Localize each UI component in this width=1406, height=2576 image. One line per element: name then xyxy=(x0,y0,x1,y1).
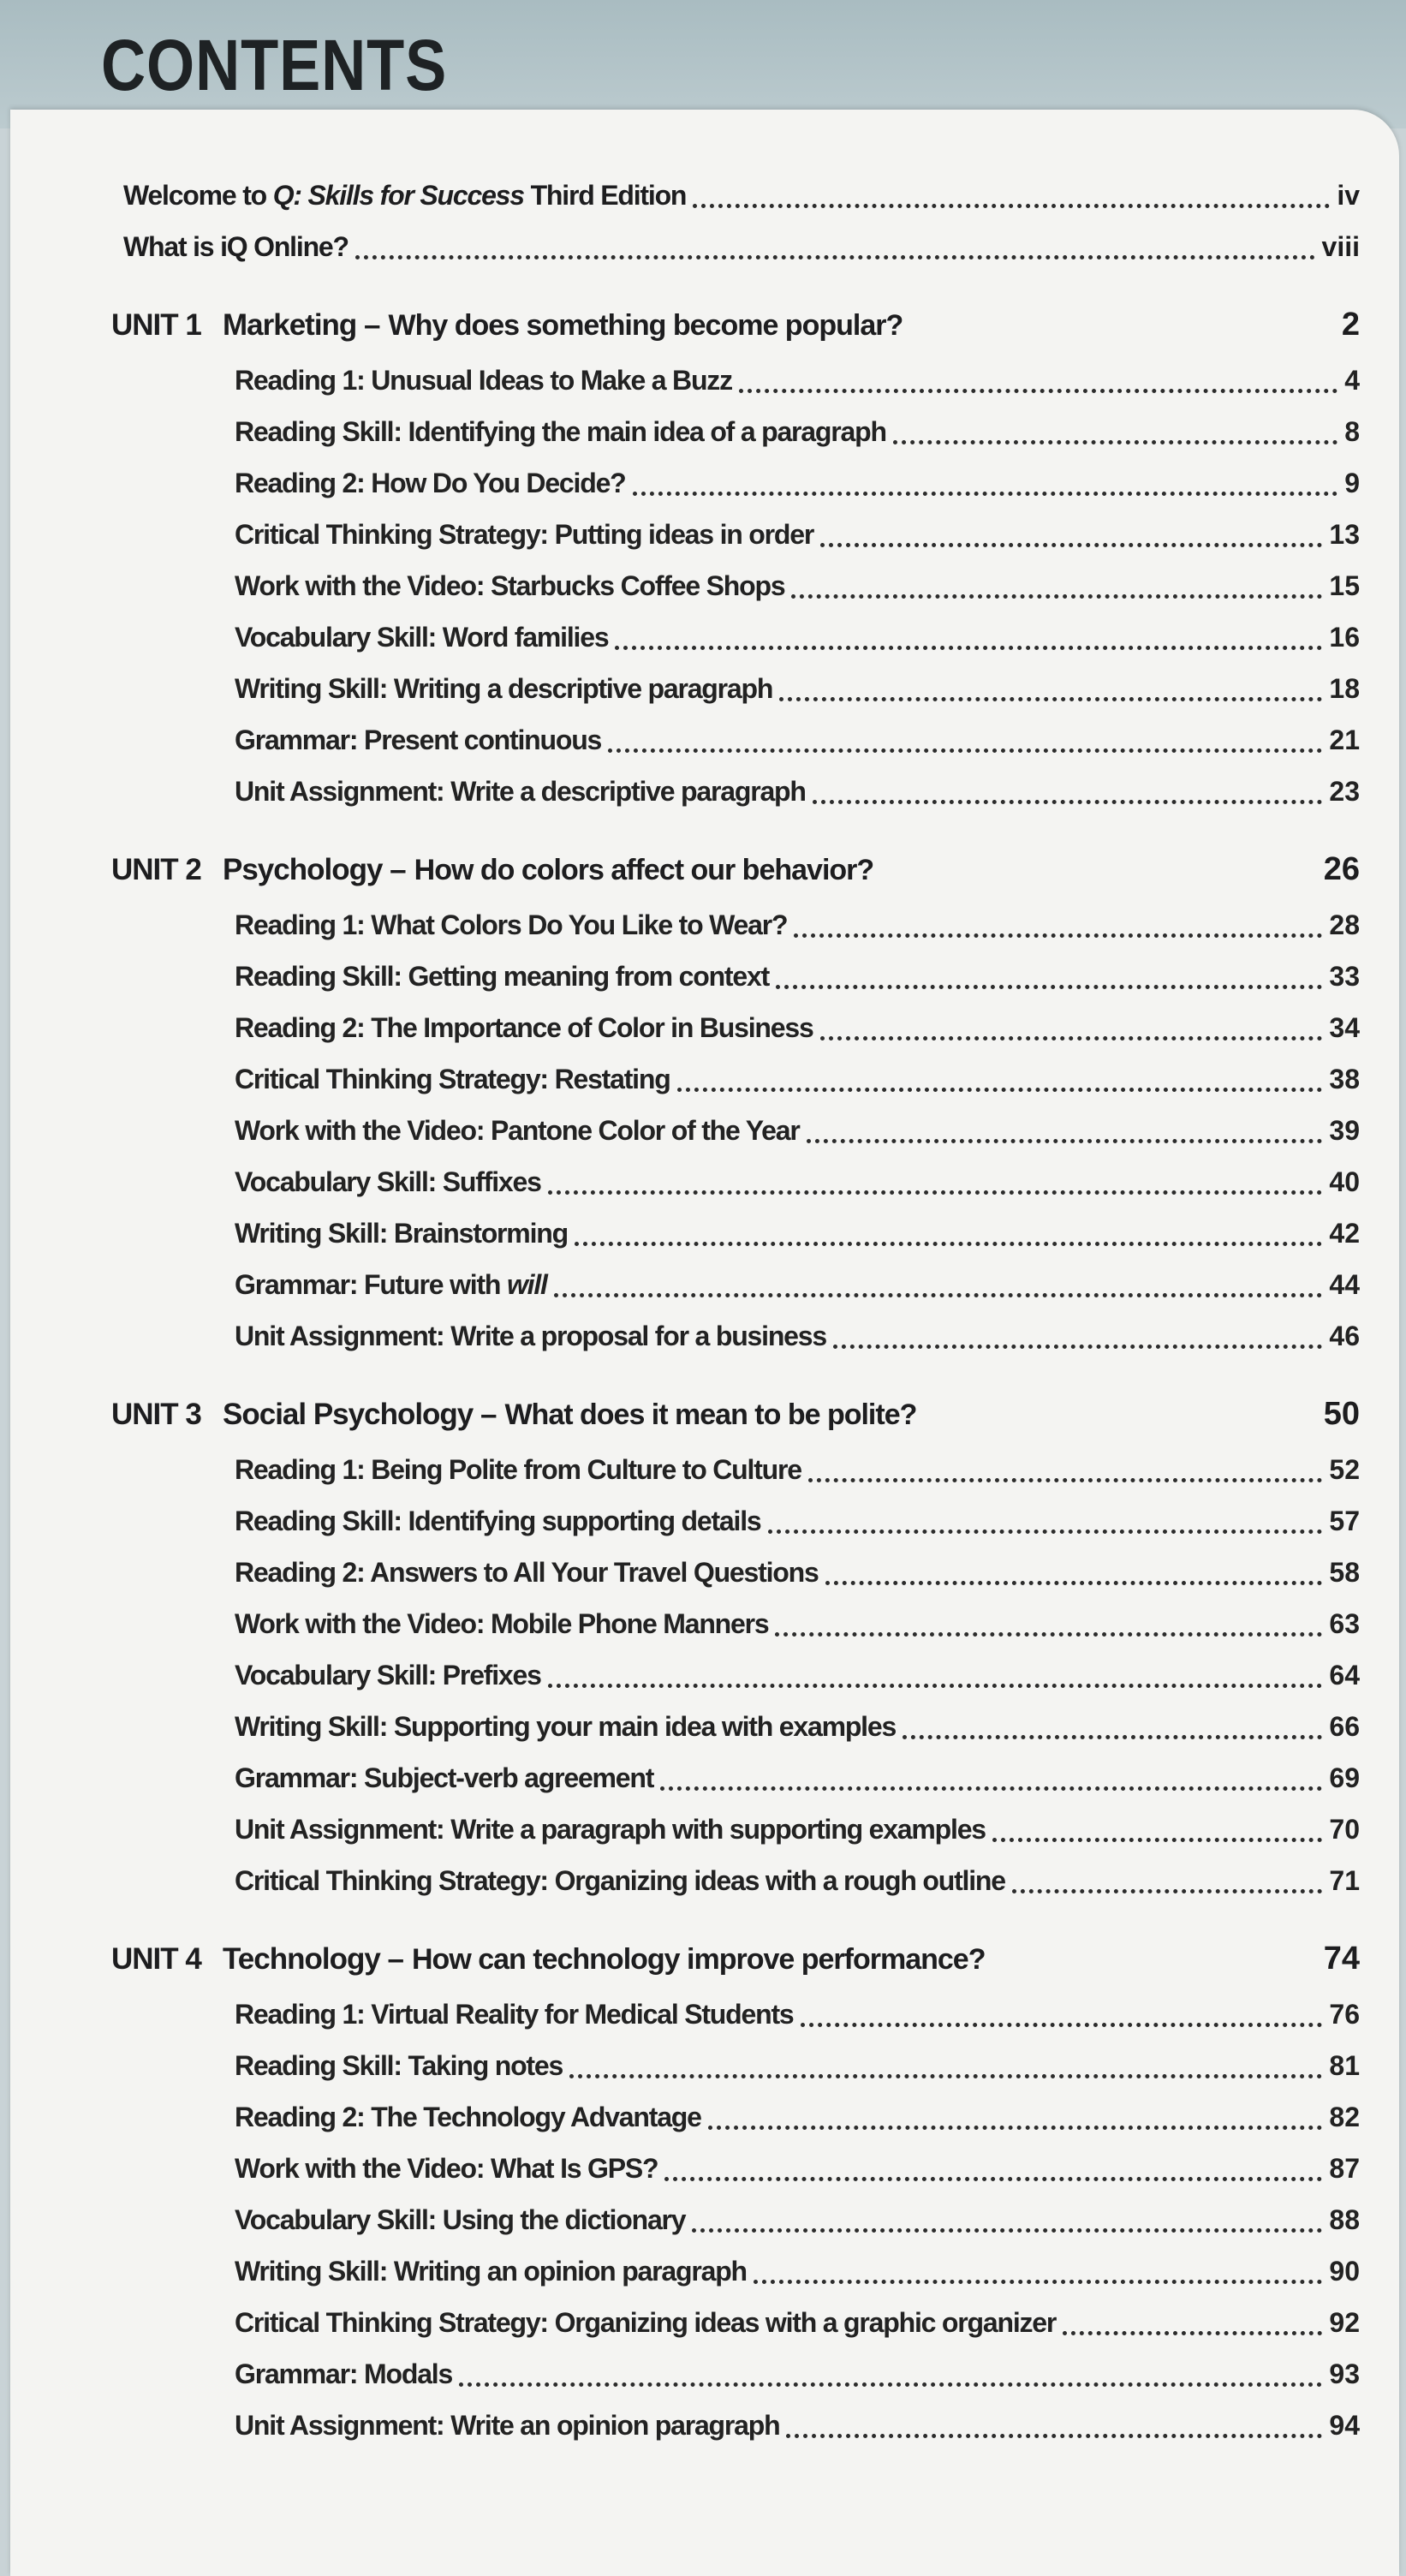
toc-entry[interactable] xyxy=(235,2040,1360,2091)
entry-label xyxy=(235,1598,768,1649)
leader-dots xyxy=(992,1838,1323,1842)
toc-entry[interactable] xyxy=(235,1989,1360,2040)
unit-items xyxy=(111,1989,1360,2451)
toc-entry[interactable] xyxy=(235,1053,1360,1105)
leader-dots xyxy=(813,800,1323,804)
toc-entry[interactable] xyxy=(235,951,1360,1002)
page-number: 87 xyxy=(1329,2153,1360,2184)
toc-entry[interactable] xyxy=(235,560,1360,611)
page-number: 88 xyxy=(1329,2204,1360,2235)
page-number: 82 xyxy=(1329,2102,1360,2132)
page-number: 71 xyxy=(1329,1865,1360,1896)
leader-dots xyxy=(791,594,1322,599)
entry-label xyxy=(235,1752,653,1804)
unit-items xyxy=(111,1444,1360,1906)
entry-text: Reading 1: Virtual Reality for Medical Students xyxy=(235,1999,794,2030)
entry-label xyxy=(235,2040,563,2091)
unit-header[interactable] xyxy=(111,839,1360,899)
entry-italic-text: Q: Skills for Success xyxy=(272,180,524,211)
toc-entry[interactable] xyxy=(235,406,1360,457)
entry-label xyxy=(235,1208,568,1259)
entry-label xyxy=(235,1444,801,1495)
leader-dots xyxy=(554,1293,1323,1297)
entry-label xyxy=(235,1649,541,1701)
page-number: 63 xyxy=(1329,1608,1360,1639)
leader-dots xyxy=(833,1345,1322,1349)
entry-label xyxy=(235,899,787,951)
unit-title: Social Psychology – xyxy=(223,1398,497,1431)
toc-entry[interactable] xyxy=(235,1310,1360,1362)
entry-label xyxy=(235,1989,794,2040)
entry-label xyxy=(235,611,608,663)
toc-entry[interactable] xyxy=(235,1701,1360,1752)
entry-label xyxy=(235,1002,813,1053)
leader-dots xyxy=(575,1242,1322,1246)
entry-text: Writing Skill: Supporting your main idea with examples xyxy=(235,1711,897,1742)
entry-label xyxy=(235,1855,1005,1906)
unit-question: Why does something become popular? xyxy=(388,309,903,342)
page-number: 52 xyxy=(1329,1454,1360,1485)
entry-label xyxy=(123,170,686,221)
entry-text: Reading 1: What Colors Do You Like to Wear? xyxy=(235,909,788,940)
toc-entry[interactable] xyxy=(235,1208,1360,1259)
entry-label xyxy=(235,560,784,611)
entry-label xyxy=(235,2194,685,2245)
leader-dots xyxy=(660,1786,1322,1791)
toc-entry[interactable] xyxy=(235,714,1360,766)
toc-entry[interactable] xyxy=(235,1649,1360,1701)
toc-entry[interactable] xyxy=(235,355,1360,406)
entry-italic-text: will xyxy=(506,1269,547,1300)
unit-question: How do colors affect our behavior? xyxy=(414,854,874,886)
page-number: 66 xyxy=(1329,1711,1360,1742)
toc-entry[interactable] xyxy=(235,509,1360,560)
leader-dots xyxy=(776,985,1322,989)
entry-label xyxy=(235,2400,779,2451)
leader-dots xyxy=(1063,2331,1322,2335)
leader-dots xyxy=(608,748,1322,753)
toc-entry[interactable] xyxy=(235,1105,1360,1156)
page-number: viii xyxy=(1321,231,1360,262)
page-number: 16 xyxy=(1329,622,1360,653)
entry-label xyxy=(235,663,772,714)
entry-text: Unit Assignment: Write a proposal for a business xyxy=(235,1321,826,1351)
page-number: 13 xyxy=(1329,519,1360,550)
entry-label xyxy=(235,951,769,1002)
entry-label xyxy=(235,2143,658,2194)
entry-text: Unit Assignment: Write an opinion paragraph xyxy=(235,2410,780,2441)
toc-entry[interactable] xyxy=(235,1444,1360,1495)
unit-header[interactable] xyxy=(111,295,1360,355)
unit-list xyxy=(111,295,1360,2451)
entry-text: Writing Skill: Writing an opinion paragraph xyxy=(235,2256,747,2287)
page-number: 70 xyxy=(1329,1814,1360,1845)
unit-question: How can technology improve performance? xyxy=(412,1943,986,1976)
unit-title: Psychology – xyxy=(223,853,406,886)
toc-entry[interactable] xyxy=(235,1259,1360,1310)
entry-text: Unit Assignment: Write a descriptive paragraph xyxy=(235,776,806,807)
page-number: 64 xyxy=(1329,1660,1360,1690)
leader-dots xyxy=(664,2177,1322,2181)
entry-text: Critical Thinking Strategy: Organizing ideas with a graphic organizer xyxy=(235,2307,1057,2338)
unit-section xyxy=(111,839,1360,1362)
leader-dots xyxy=(786,2434,1322,2438)
entry-label xyxy=(235,1495,761,1547)
table-of-contents xyxy=(111,170,1360,2451)
unit-header[interactable] xyxy=(111,1929,1360,1989)
entry-label xyxy=(235,2348,452,2400)
leader-dots xyxy=(807,1139,1323,1143)
unit-header[interactable] xyxy=(111,1384,1360,1444)
entry-text: Reading 2: Answers to All Your Travel Questions xyxy=(235,1557,819,1588)
leader-dots xyxy=(708,2126,1323,2130)
page-number: 15 xyxy=(1329,570,1360,601)
leader-dots xyxy=(801,2023,1323,2027)
leader-dots xyxy=(1012,1889,1323,1893)
page-number: 69 xyxy=(1329,1762,1360,1793)
entry-label xyxy=(235,2091,701,2143)
toc-entry[interactable] xyxy=(235,2297,1360,2348)
entry-text: Grammar: Present continuous xyxy=(235,724,602,755)
entry-label xyxy=(235,714,601,766)
page-number: 57 xyxy=(1329,1506,1360,1536)
unit-number: UNIT 2 xyxy=(111,853,201,886)
leader-dots xyxy=(692,2228,1322,2233)
toc-entry[interactable] xyxy=(235,1547,1360,1598)
entry-text: Vocabulary Skill: Prefixes xyxy=(235,1660,541,1690)
page-number: 93 xyxy=(1329,2358,1360,2389)
entry-text: Writing Skill: Brainstorming xyxy=(235,1218,568,1249)
page-number: 58 xyxy=(1329,1557,1360,1588)
leader-dots xyxy=(677,1088,1323,1092)
entry-text: Work with the Video: Mobile Phone Manners xyxy=(235,1608,769,1639)
page-number: 44 xyxy=(1329,1269,1360,1300)
entry-label xyxy=(235,1105,800,1156)
unit-section xyxy=(111,295,1360,817)
unit-number: UNIT 1 xyxy=(111,308,201,342)
entry-text: Critical Thinking Strategy: Organizing ideas with a rough outline xyxy=(235,1865,1005,1896)
unit-items xyxy=(111,899,1360,1362)
entry-text: Critical Thinking Strategy: Restating xyxy=(235,1064,670,1094)
leader-dots xyxy=(825,1581,1323,1585)
entry-text: Grammar: Subject-verb agreement xyxy=(235,1762,654,1793)
page-number: 28 xyxy=(1329,909,1360,940)
page-title: CONTENTS xyxy=(101,25,448,105)
entry-text: Reading 1: Being Polite from Culture to Culture xyxy=(235,1454,801,1485)
leader-dots xyxy=(903,1735,1322,1739)
toc-entry[interactable] xyxy=(235,899,1360,951)
entry-text: What is iQ Online? xyxy=(123,231,349,262)
unit-title: Technology – xyxy=(223,1942,403,1976)
leader-dots xyxy=(355,255,1315,259)
page-number: 90 xyxy=(1329,2256,1360,2287)
entry-text: Work with the Video: Pantone Color of the Year xyxy=(235,1115,800,1146)
entry-text: Vocabulary Skill: Suffixes xyxy=(235,1166,541,1197)
entry-text: Writing Skill: Writing a descriptive paragraph xyxy=(235,673,773,704)
unit-title: Marketing – xyxy=(223,308,380,342)
entry-label xyxy=(235,1310,826,1362)
unit-number: UNIT 3 xyxy=(111,1398,201,1431)
toc-entry[interactable] xyxy=(111,170,1360,221)
toc-entry[interactable] xyxy=(235,2245,1360,2297)
entry-text: Grammar: Future with xyxy=(235,1269,507,1300)
entry-label xyxy=(235,2297,1056,2348)
toc-entry[interactable] xyxy=(235,1752,1360,1804)
toc-entry[interactable] xyxy=(235,2143,1360,2194)
toc-entry[interactable] xyxy=(235,2194,1360,2245)
leader-dots xyxy=(820,543,1322,547)
page-number: 40 xyxy=(1329,1166,1360,1197)
entry-text: Grammar: Modals xyxy=(235,2358,453,2389)
unit-page-number: 50 xyxy=(1323,1396,1360,1432)
entry-text: Reading 1: Unusual Ideas to Make a Buzz xyxy=(235,365,732,396)
unit-items xyxy=(111,355,1360,817)
entry-label xyxy=(235,766,806,817)
entry-label xyxy=(123,221,349,272)
entry-label xyxy=(235,509,813,560)
leader-dots xyxy=(615,646,1322,650)
toc-entry[interactable] xyxy=(235,2348,1360,2400)
leader-dots xyxy=(779,697,1322,701)
leader-dots xyxy=(633,492,1338,496)
leader-dots xyxy=(548,1190,1323,1195)
entry-text: Vocabulary Skill: Using the dictionary xyxy=(235,2204,686,2235)
toc-entry[interactable] xyxy=(235,457,1360,509)
page-number: 23 xyxy=(1329,776,1360,807)
leader-dots xyxy=(548,1684,1323,1688)
entry-text-suffix: Third Edition xyxy=(523,180,687,211)
page-number: 38 xyxy=(1329,1064,1360,1094)
leader-dots xyxy=(768,1530,1323,1534)
entry-label xyxy=(235,355,732,406)
entry-text: Unit Assignment: Write a paragraph with supporting examples xyxy=(235,1814,986,1845)
entry-label xyxy=(235,457,626,509)
toc-entry[interactable] xyxy=(235,2091,1360,2143)
leader-dots xyxy=(693,204,1330,208)
page-number: 39 xyxy=(1329,1115,1360,1146)
entry-text: Reading Skill: Identifying supporting details xyxy=(235,1506,761,1536)
unit-section xyxy=(111,1929,1360,2451)
leader-dots xyxy=(775,1632,1322,1637)
page-number: 4 xyxy=(1344,365,1360,396)
entry-label xyxy=(235,1053,670,1105)
toc-entry[interactable] xyxy=(235,611,1360,663)
contents-page xyxy=(10,110,1399,2576)
entry-text: Reading 2: How Do You Decide? xyxy=(235,468,626,498)
entry-label xyxy=(235,1156,541,1208)
unit-number: UNIT 4 xyxy=(111,1942,201,1976)
toc-entry[interactable] xyxy=(235,1855,1360,1906)
entry-text: Reading Skill: Taking notes xyxy=(235,2050,563,2081)
unit-page-number: 74 xyxy=(1323,1941,1360,1977)
page-number: 81 xyxy=(1329,2050,1360,2081)
page-number: 42 xyxy=(1329,1218,1360,1249)
page-number: 21 xyxy=(1329,724,1360,755)
unit-page-number: 2 xyxy=(1341,307,1360,343)
unit-page-number: 26 xyxy=(1323,851,1360,887)
leader-dots xyxy=(808,1478,1323,1482)
page-number: 33 xyxy=(1329,961,1360,992)
entry-text: Critical Thinking Strategy: Putting ideas in order xyxy=(235,519,814,550)
intro-entries xyxy=(111,170,1360,272)
entry-text: Work with the Video: Starbucks Coffee Shops xyxy=(235,570,785,601)
page-number: 34 xyxy=(1329,1012,1360,1043)
leader-dots xyxy=(739,389,1337,393)
toc-entry[interactable] xyxy=(111,221,1360,272)
page-number: 8 xyxy=(1344,416,1360,447)
page-number: iv xyxy=(1337,180,1360,211)
toc-entry[interactable] xyxy=(235,1156,1360,1208)
entry-text: Reading 2: The Importance of Color in Business xyxy=(235,1012,813,1043)
toc-entry[interactable] xyxy=(235,663,1360,714)
entry-text: Vocabulary Skill: Word families xyxy=(235,622,609,653)
entry-label xyxy=(235,1259,547,1310)
entry-text: Reading 2: The Technology Advantage xyxy=(235,2102,701,2132)
leader-dots xyxy=(459,2382,1322,2387)
leader-dots xyxy=(794,933,1322,938)
page-number: 9 xyxy=(1344,468,1360,498)
entry-text: Welcome to xyxy=(123,180,273,211)
entry-label xyxy=(235,1804,986,1855)
toc-entry[interactable] xyxy=(235,1598,1360,1649)
toc-entry[interactable] xyxy=(235,766,1360,817)
toc-entry[interactable] xyxy=(235,1804,1360,1855)
leader-dots xyxy=(569,2074,1322,2078)
entry-label xyxy=(235,1701,896,1752)
toc-entry[interactable] xyxy=(235,2400,1360,2451)
unit-section xyxy=(111,1384,1360,1906)
leader-dots xyxy=(893,440,1337,444)
entry-label xyxy=(235,2245,747,2297)
page-number: 92 xyxy=(1329,2307,1360,2338)
page-number: 76 xyxy=(1329,1999,1360,2030)
entry-text: Reading Skill: Getting meaning from context xyxy=(235,961,770,992)
toc-entry[interactable] xyxy=(235,1495,1360,1547)
toc-entry[interactable] xyxy=(235,1002,1360,1053)
leader-dots xyxy=(820,1036,1323,1041)
leader-dots xyxy=(754,2280,1323,2284)
entry-text: Work with the Video: What Is GPS? xyxy=(235,2153,658,2184)
page-number: 94 xyxy=(1329,2410,1360,2441)
unit-question: What does it mean to be polite? xyxy=(504,1398,917,1431)
entry-text: Reading Skill: Identifying the main idea of a paragraph xyxy=(235,416,886,447)
entry-label xyxy=(235,406,886,457)
entry-label xyxy=(235,1547,819,1598)
page-number: 18 xyxy=(1329,673,1360,704)
page-number: 46 xyxy=(1329,1321,1360,1351)
